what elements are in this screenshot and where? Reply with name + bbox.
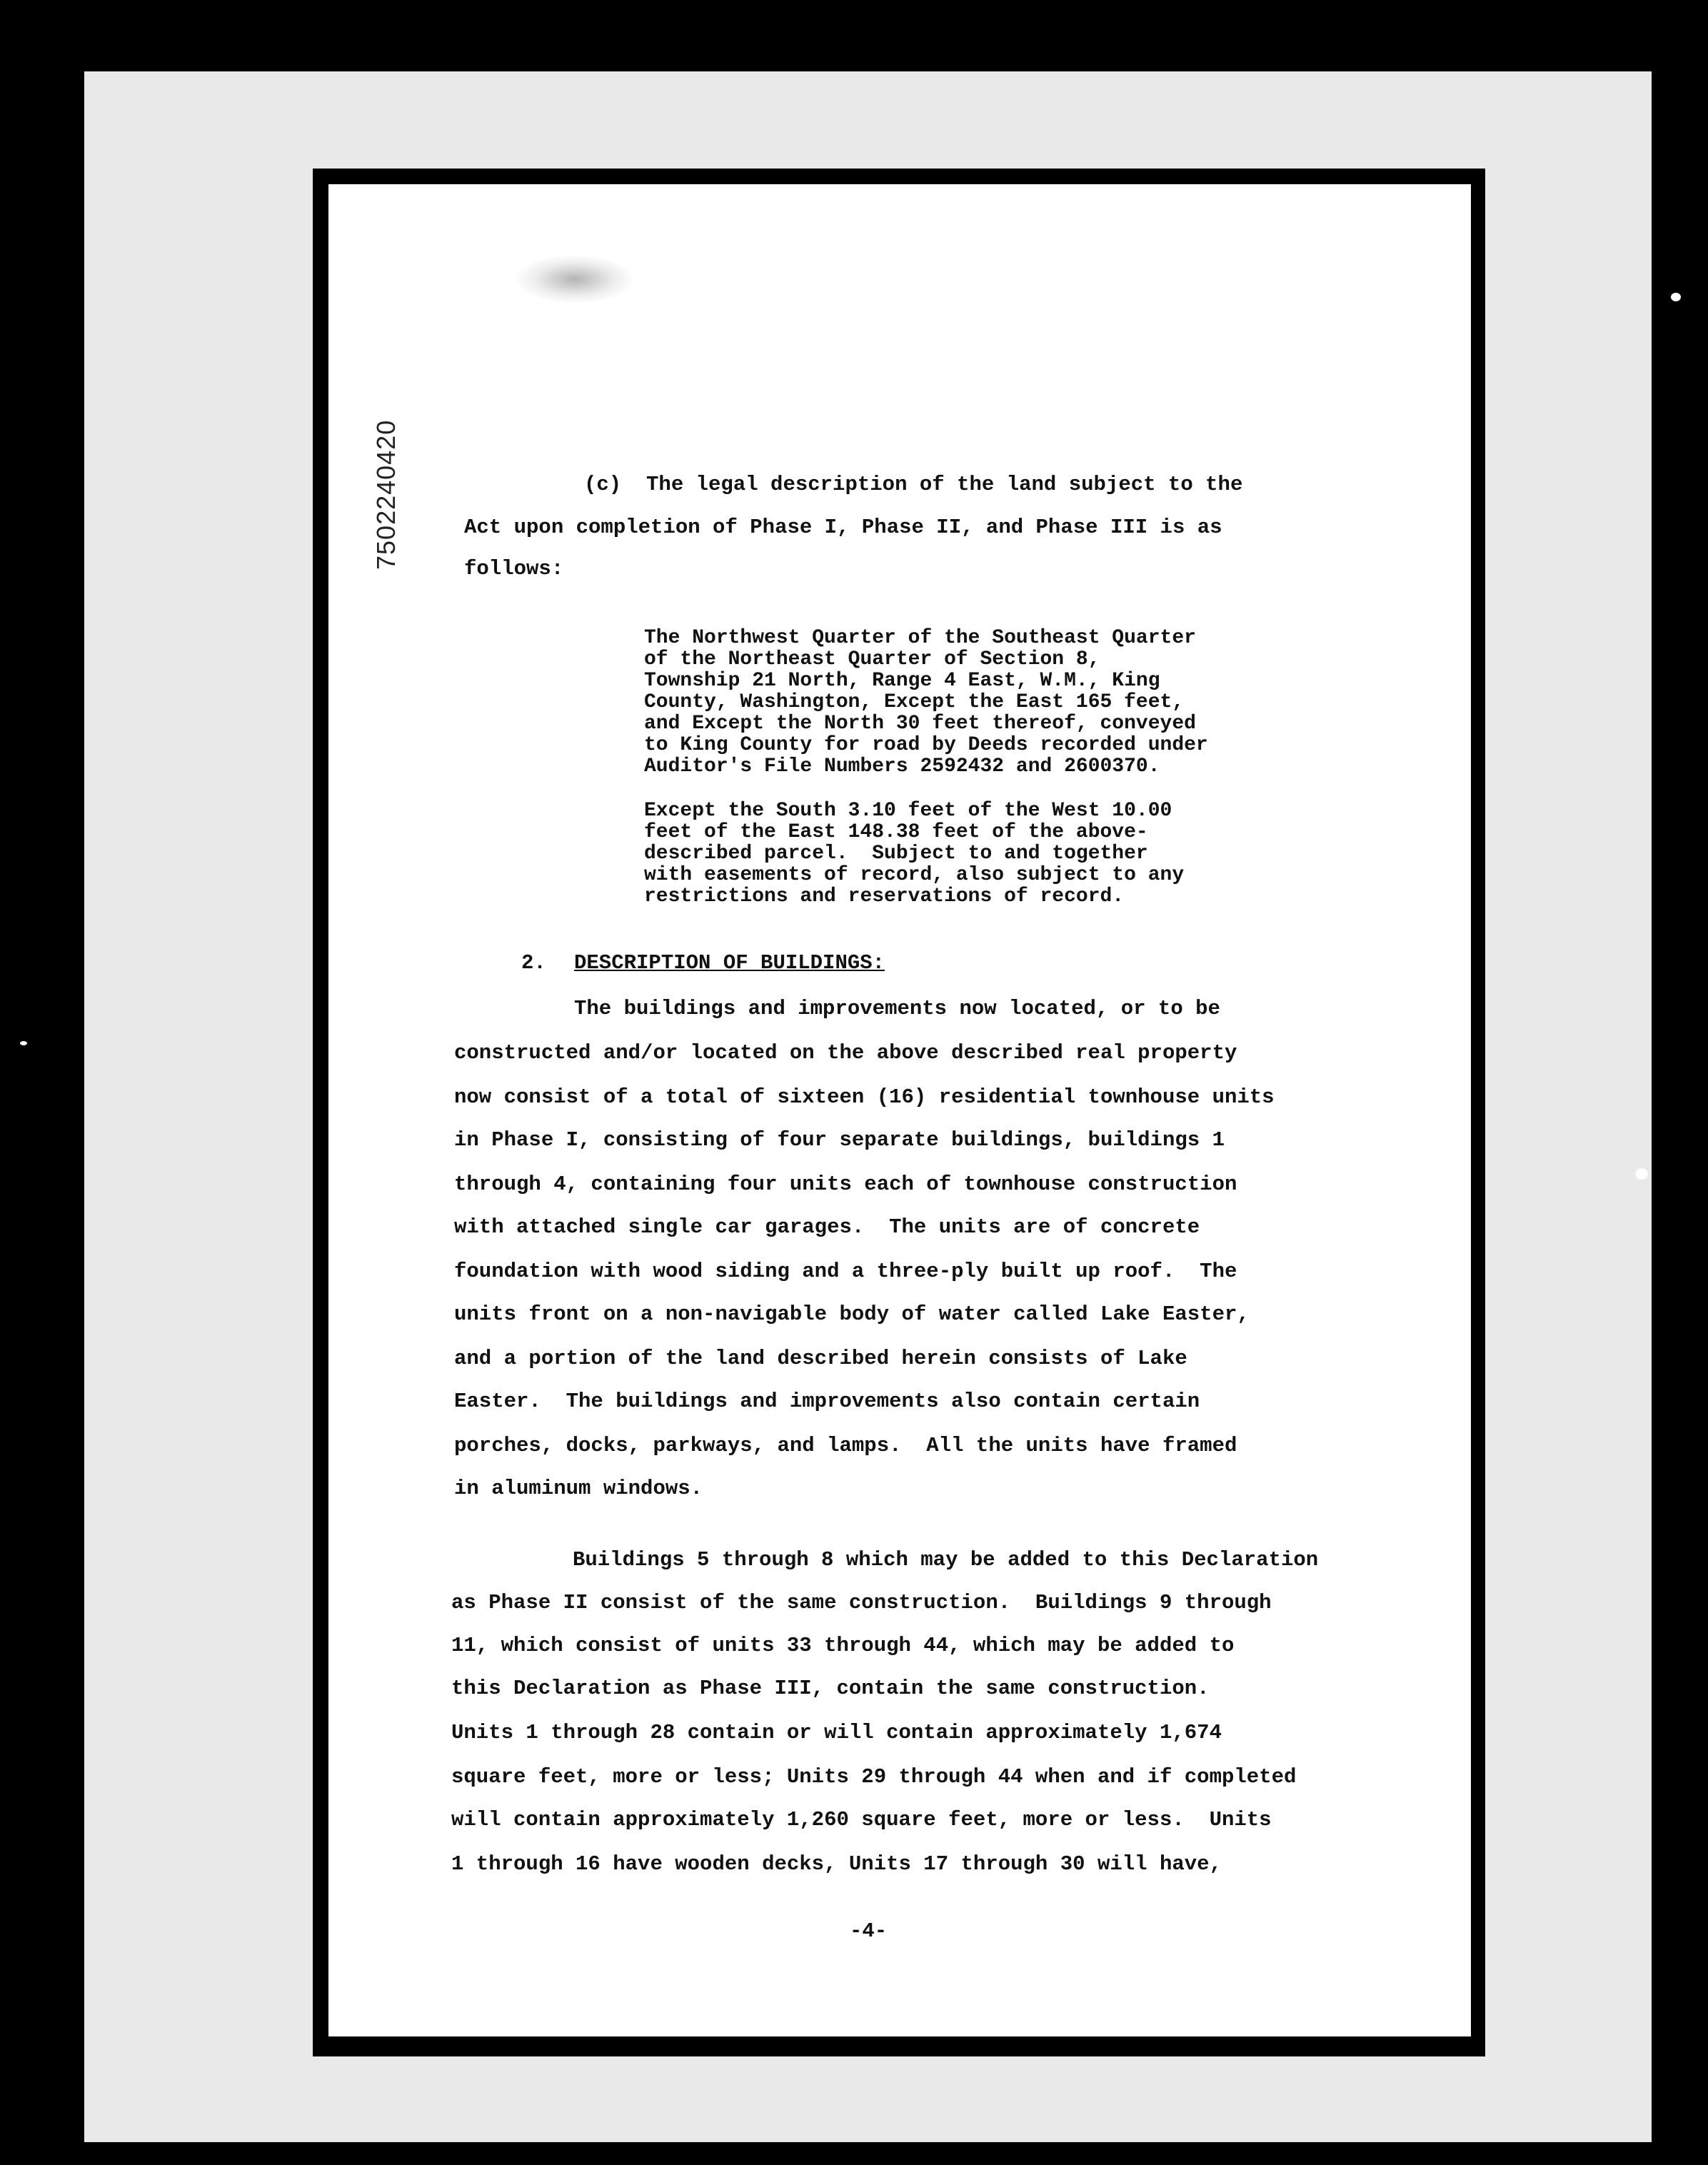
paragraph-line: units front on a non-navigable body of water called Lake Easter, xyxy=(454,1302,1250,1326)
section-heading: DESCRIPTION OF BUILDINGS: xyxy=(574,951,885,975)
paragraph-line: follows: xyxy=(464,557,564,581)
legal-line: restrictions and reservations of record. xyxy=(644,885,1125,908)
paragraph-line: this Declaration as Phase III, contain the same construction. xyxy=(451,1677,1210,1700)
paragraph-line: through 4, containing four units each of townhouse construction xyxy=(454,1172,1237,1196)
legal-line: and Except the North 30 feet thereof, conveyed xyxy=(644,713,1196,735)
paragraph-line: Units 1 through 28 contain or will contain approximately 1,674 xyxy=(451,1721,1222,1744)
paragraph-line: Buildings 5 through 8 which may be added to this Declaration xyxy=(573,1548,1319,1572)
section-number: 2. xyxy=(521,951,546,975)
ink-smudge xyxy=(514,254,636,304)
paragraph-line: now consist of a total of sixteen (16) residential townhouse units xyxy=(454,1085,1275,1109)
paragraph-line: 1 through 16 have wooden decks, Units 17 through 30 will have, xyxy=(451,1852,1222,1876)
paragraph-line: The buildings and improvements now located, or to be xyxy=(574,997,1220,1020)
paragraph-line: (c) The legal description of the land subject to the xyxy=(584,473,1243,496)
paragraph-line: and a portion of the land described herein consists of Lake xyxy=(454,1347,1187,1370)
paragraph-line: with attached single car garages. The units are of concrete xyxy=(454,1215,1200,1239)
legal-line: to King County for road by Deeds recorded under xyxy=(644,734,1208,756)
scan-speck xyxy=(1635,1168,1648,1180)
scan-speck xyxy=(1671,293,1681,301)
paragraph-line: will contain approximately 1,260 square feet, more or less. Units xyxy=(451,1808,1272,1832)
paragraph-line: foundation with wood siding and a three-ply built up roof. The xyxy=(454,1260,1237,1283)
paragraph-line: in aluminum windows. xyxy=(454,1477,703,1500)
paragraph-line: in Phase I, consisting of four separate buildings, buildings 1 xyxy=(454,1128,1225,1152)
legal-line: feet of the East 148.38 feet of the above- xyxy=(644,821,1148,843)
page-number: -4- xyxy=(850,1919,888,1943)
paragraph-line: as Phase II consist of the same construction. Buildings 9 through xyxy=(451,1591,1272,1614)
paragraph-line: 11, which consist of units 33 through 44, which may be added to xyxy=(451,1634,1235,1657)
legal-line: The Northwest Quarter of the Southeast Quarter xyxy=(644,627,1196,649)
recording-number-stamp: 7502240420 xyxy=(371,419,401,570)
legal-line: of the Northeast Quarter of Section 8, xyxy=(644,648,1100,670)
legal-line: Auditor's File Numbers 2592432 and 2600370. xyxy=(644,755,1160,778)
paragraph-line: constructed and/or located on the above described real property xyxy=(454,1041,1237,1065)
legal-line: Township 21 North, Range 4 East, W.M., King xyxy=(644,670,1160,692)
legal-line: County, Washington, Except the East 165 feet, xyxy=(644,691,1185,713)
scan-speck xyxy=(20,1041,27,1045)
paragraph-line: Easter. The buildings and improvements also contain certain xyxy=(454,1390,1200,1413)
paragraph-line: square feet, more or less; Units 29 through 44 when and if completed xyxy=(451,1765,1297,1789)
paragraph-line: Act upon completion of Phase I, Phase II, and Phase III is as xyxy=(464,516,1222,539)
legal-line: with easements of record, also subject to any xyxy=(644,864,1185,886)
legal-line: Except the South 3.10 feet of the West 10.00 xyxy=(644,800,1172,822)
paragraph-line: porches, docks, parkways, and lamps. All the units have framed xyxy=(454,1434,1237,1457)
document-page xyxy=(328,184,1471,2036)
legal-line: described parcel. Subject to and together xyxy=(644,843,1148,865)
